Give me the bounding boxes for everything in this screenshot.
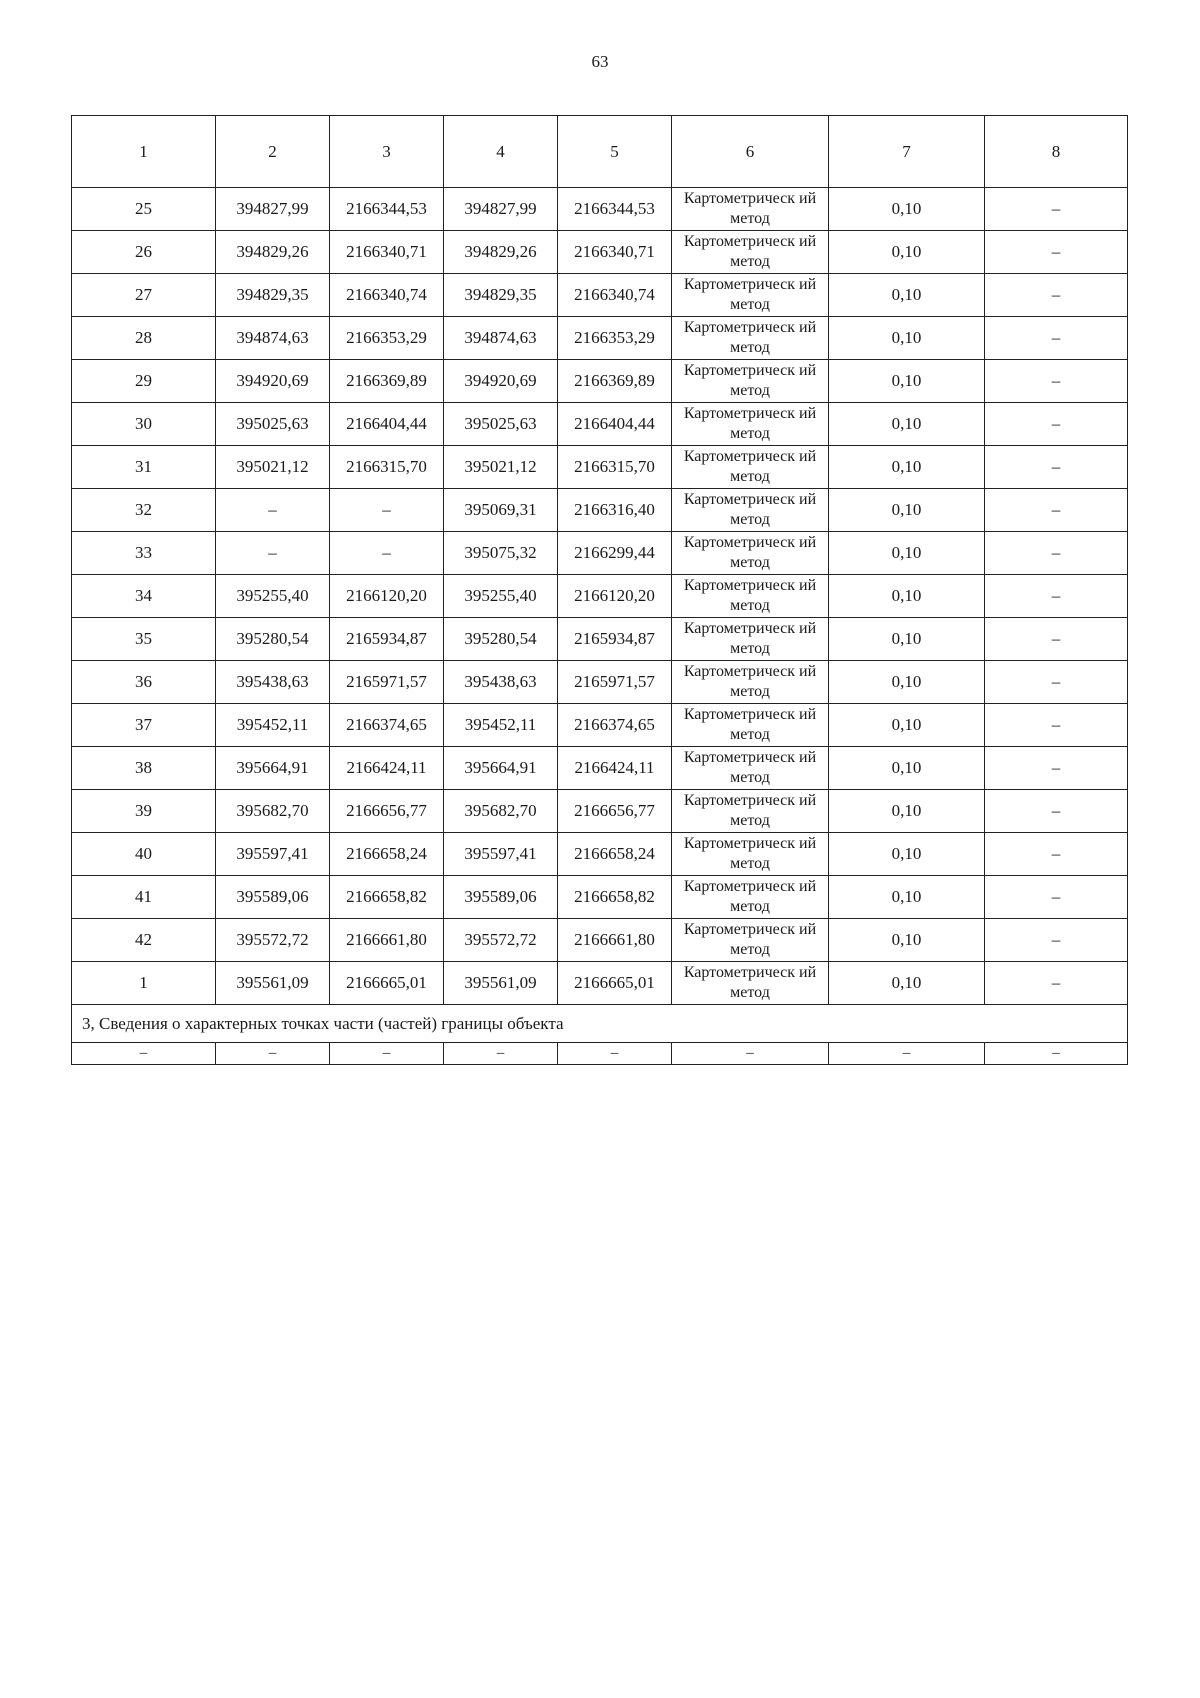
- description-cell: –: [985, 274, 1128, 317]
- y-old-cell: 2166315,70: [330, 446, 444, 489]
- x-new-cell: 395589,06: [444, 876, 558, 919]
- table-row: [72, 919, 1128, 962]
- point-number-cell: 34: [72, 575, 216, 618]
- accuracy-cell: 0,10: [829, 833, 985, 876]
- description-cell: –: [985, 317, 1128, 360]
- x-old-cell: 394827,99: [216, 188, 330, 231]
- y-new-cell: 2166661,80: [558, 919, 672, 962]
- description-cell: –: [985, 962, 1128, 1005]
- table-row: [72, 618, 1128, 661]
- y-old-cell: 2166656,77: [330, 790, 444, 833]
- point-number-cell: 28: [72, 317, 216, 360]
- method-cell: Картометрическ ий метод: [672, 489, 829, 532]
- y-new-cell: 2166404,44: [558, 403, 672, 446]
- x-old-cell: 395572,72: [216, 919, 330, 962]
- method-cell: Картометрическ ий метод: [672, 790, 829, 833]
- table-row: [72, 317, 1128, 360]
- y-new-cell: 2166315,70: [558, 446, 672, 489]
- method-cell: Картометрическ ий метод: [672, 360, 829, 403]
- description-cell: –: [985, 575, 1128, 618]
- accuracy-cell: 0,10: [829, 876, 985, 919]
- header-cell: 7: [829, 116, 985, 188]
- description-cell: –: [985, 403, 1128, 446]
- description-cell: –: [985, 747, 1128, 790]
- y-new-cell: 2166120,20: [558, 575, 672, 618]
- description-cell: –: [985, 360, 1128, 403]
- empty-value-cell: –: [330, 1043, 444, 1065]
- y-old-cell: 2166665,01: [330, 962, 444, 1005]
- description-cell: –: [985, 876, 1128, 919]
- method-cell: Картометрическ ий метод: [672, 833, 829, 876]
- x-old-cell: 395025,63: [216, 403, 330, 446]
- x-old-cell: 395597,41: [216, 833, 330, 876]
- accuracy-cell: 0,10: [829, 446, 985, 489]
- header-cell: 1: [72, 116, 216, 188]
- y-old-cell: 2165971,57: [330, 661, 444, 704]
- point-number-cell: 26: [72, 231, 216, 274]
- x-old-cell: 394829,26: [216, 231, 330, 274]
- y-old-cell: 2166661,80: [330, 919, 444, 962]
- method-cell: Картометрическ ий метод: [672, 446, 829, 489]
- point-number-cell: 30: [72, 403, 216, 446]
- accuracy-cell: 0,10: [829, 231, 985, 274]
- table-row: [72, 962, 1128, 1005]
- description-cell: –: [985, 661, 1128, 704]
- table-row: [72, 704, 1128, 747]
- method-cell: Картометрическ ий метод: [672, 317, 829, 360]
- header-cell: 4: [444, 116, 558, 188]
- method-cell: Картометрическ ий метод: [672, 962, 829, 1005]
- header-cell: 6: [672, 116, 829, 188]
- x-new-cell: 395682,70: [444, 790, 558, 833]
- x-new-cell: 395452,11: [444, 704, 558, 747]
- empty-value-cell: –: [985, 1043, 1128, 1065]
- y-old-cell: 2166424,11: [330, 747, 444, 790]
- description-cell: –: [985, 532, 1128, 575]
- method-cell: Картометрическ ий метод: [672, 876, 829, 919]
- point-number-cell: 27: [72, 274, 216, 317]
- coordinates-table: [71, 115, 1128, 1065]
- page-number: 63: [591, 52, 609, 71]
- point-number-cell: 41: [72, 876, 216, 919]
- point-number-cell: 38: [72, 747, 216, 790]
- table-row: [72, 575, 1128, 618]
- description-cell: –: [985, 231, 1128, 274]
- y-old-cell: 2166369,89: [330, 360, 444, 403]
- accuracy-cell: 0,10: [829, 661, 985, 704]
- x-old-cell: 395280,54: [216, 618, 330, 661]
- x-new-cell: 395597,41: [444, 833, 558, 876]
- accuracy-cell: 0,10: [829, 747, 985, 790]
- table-header-row: [72, 116, 1128, 188]
- y-old-cell: 2166340,71: [330, 231, 444, 274]
- y-new-cell: 2166424,11: [558, 747, 672, 790]
- table-row: [72, 403, 1128, 446]
- method-cell: Картометрическ ий метод: [672, 231, 829, 274]
- empty-value-cell: –: [672, 1043, 829, 1065]
- x-new-cell: 394874,63: [444, 317, 558, 360]
- x-new-cell: 395438,63: [444, 661, 558, 704]
- point-number-cell: 1: [72, 962, 216, 1005]
- x-old-cell: –: [216, 489, 330, 532]
- description-cell: –: [985, 489, 1128, 532]
- x-old-cell: 395561,09: [216, 962, 330, 1005]
- x-new-cell: 395075,32: [444, 532, 558, 575]
- description-cell: –: [985, 446, 1128, 489]
- y-old-cell: 2166344,53: [330, 188, 444, 231]
- accuracy-cell: 0,10: [829, 188, 985, 231]
- x-new-cell: 395255,40: [444, 575, 558, 618]
- y-new-cell: 2166369,89: [558, 360, 672, 403]
- y-old-cell: 2166340,74: [330, 274, 444, 317]
- table-row: [72, 747, 1128, 790]
- header-cell: 5: [558, 116, 672, 188]
- table-row: [72, 661, 1128, 704]
- accuracy-cell: 0,10: [829, 489, 985, 532]
- accuracy-cell: 0,10: [829, 274, 985, 317]
- x-new-cell: 395664,91: [444, 747, 558, 790]
- y-new-cell: 2165934,87: [558, 618, 672, 661]
- empty-value-cell: –: [558, 1043, 672, 1065]
- x-old-cell: 395438,63: [216, 661, 330, 704]
- x-old-cell: 395664,91: [216, 747, 330, 790]
- accuracy-cell: 0,10: [829, 790, 985, 833]
- description-cell: –: [985, 618, 1128, 661]
- y-new-cell: 2166340,71: [558, 231, 672, 274]
- method-cell: Картометрическ ий метод: [672, 919, 829, 962]
- table-row: [72, 532, 1128, 575]
- header-cell: 3: [330, 116, 444, 188]
- section-title: 3, Сведения о характерных точках части (частей) границы объекта: [72, 1005, 1128, 1043]
- accuracy-cell: 0,10: [829, 317, 985, 360]
- method-cell: Картометрическ ий метод: [672, 274, 829, 317]
- description-cell: –: [985, 833, 1128, 876]
- method-cell: Картометрическ ий метод: [672, 704, 829, 747]
- y-old-cell: 2166658,82: [330, 876, 444, 919]
- description-cell: –: [985, 919, 1128, 962]
- y-old-cell: 2166120,20: [330, 575, 444, 618]
- table-row: [72, 790, 1128, 833]
- x-new-cell: 395025,63: [444, 403, 558, 446]
- y-new-cell: 2166665,01: [558, 962, 672, 1005]
- section-heading-row: [72, 1005, 1128, 1043]
- method-cell: Картометрическ ий метод: [672, 575, 829, 618]
- y-new-cell: 2166299,44: [558, 532, 672, 575]
- x-old-cell: 395452,11: [216, 704, 330, 747]
- y-new-cell: 2166353,29: [558, 317, 672, 360]
- x-new-cell: 394829,35: [444, 274, 558, 317]
- empty-value-cell: –: [72, 1043, 216, 1065]
- point-number-cell: 25: [72, 188, 216, 231]
- x-old-cell: –: [216, 532, 330, 575]
- x-new-cell: 394827,99: [444, 188, 558, 231]
- x-new-cell: 395561,09: [444, 962, 558, 1005]
- empty-value-cell: –: [444, 1043, 558, 1065]
- x-new-cell: 394920,69: [444, 360, 558, 403]
- empty-value-cell: –: [216, 1043, 330, 1065]
- method-cell: Картометрическ ий метод: [672, 618, 829, 661]
- y-old-cell: –: [330, 532, 444, 575]
- y-old-cell: –: [330, 489, 444, 532]
- y-new-cell: 2166374,65: [558, 704, 672, 747]
- x-new-cell: 395021,12: [444, 446, 558, 489]
- table-row: [72, 188, 1128, 231]
- table-row: [72, 360, 1128, 403]
- x-old-cell: 394874,63: [216, 317, 330, 360]
- point-number-cell: 42: [72, 919, 216, 962]
- x-new-cell: 395572,72: [444, 919, 558, 962]
- description-cell: –: [985, 188, 1128, 231]
- y-old-cell: 2166658,24: [330, 833, 444, 876]
- method-cell: Картометрическ ий метод: [672, 532, 829, 575]
- header-cell: 8: [985, 116, 1128, 188]
- y-old-cell: 2166404,44: [330, 403, 444, 446]
- method-cell: Картометрическ ий метод: [672, 747, 829, 790]
- y-new-cell: 2166658,24: [558, 833, 672, 876]
- point-number-cell: 36: [72, 661, 216, 704]
- table-row: [72, 446, 1128, 489]
- header-cell: 2: [216, 116, 330, 188]
- accuracy-cell: 0,10: [829, 618, 985, 661]
- y-new-cell: 2166658,82: [558, 876, 672, 919]
- accuracy-cell: 0,10: [829, 360, 985, 403]
- point-number-cell: 29: [72, 360, 216, 403]
- accuracy-cell: 0,10: [829, 919, 985, 962]
- x-old-cell: 395021,12: [216, 446, 330, 489]
- method-cell: Картометрическ ий метод: [672, 661, 829, 704]
- x-new-cell: 395069,31: [444, 489, 558, 532]
- x-old-cell: 395255,40: [216, 575, 330, 618]
- y-old-cell: 2165934,87: [330, 618, 444, 661]
- accuracy-cell: 0,10: [829, 704, 985, 747]
- y-new-cell: 2165971,57: [558, 661, 672, 704]
- point-number-cell: 32: [72, 489, 216, 532]
- table-row: [72, 1043, 1128, 1065]
- y-new-cell: 2166316,40: [558, 489, 672, 532]
- point-number-cell: 31: [72, 446, 216, 489]
- description-cell: –: [985, 790, 1128, 833]
- point-number-cell: 33: [72, 532, 216, 575]
- accuracy-cell: 0,10: [829, 532, 985, 575]
- y-old-cell: 2166374,65: [330, 704, 444, 747]
- x-old-cell: 394920,69: [216, 360, 330, 403]
- method-cell: Картометрическ ий метод: [672, 188, 829, 231]
- x-new-cell: 395280,54: [444, 618, 558, 661]
- table-row: [72, 833, 1128, 876]
- table-row: [72, 876, 1128, 919]
- x-old-cell: 395589,06: [216, 876, 330, 919]
- table-row: [72, 231, 1128, 274]
- method-cell: Картометрическ ий метод: [672, 403, 829, 446]
- y-old-cell: 2166353,29: [330, 317, 444, 360]
- point-number-cell: 37: [72, 704, 216, 747]
- y-new-cell: 2166340,74: [558, 274, 672, 317]
- point-number-cell: 39: [72, 790, 216, 833]
- empty-value-cell: –: [829, 1043, 985, 1065]
- y-new-cell: 2166344,53: [558, 188, 672, 231]
- point-number-cell: 35: [72, 618, 216, 661]
- description-cell: –: [985, 704, 1128, 747]
- accuracy-cell: 0,10: [829, 403, 985, 446]
- table-row: [72, 489, 1128, 532]
- x-new-cell: 394829,26: [444, 231, 558, 274]
- x-old-cell: 395682,70: [216, 790, 330, 833]
- point-number-cell: 40: [72, 833, 216, 876]
- accuracy-cell: 0,10: [829, 962, 985, 1005]
- y-new-cell: 2166656,77: [558, 790, 672, 833]
- table-row: [72, 274, 1128, 317]
- accuracy-cell: 0,10: [829, 575, 985, 618]
- x-old-cell: 394829,35: [216, 274, 330, 317]
